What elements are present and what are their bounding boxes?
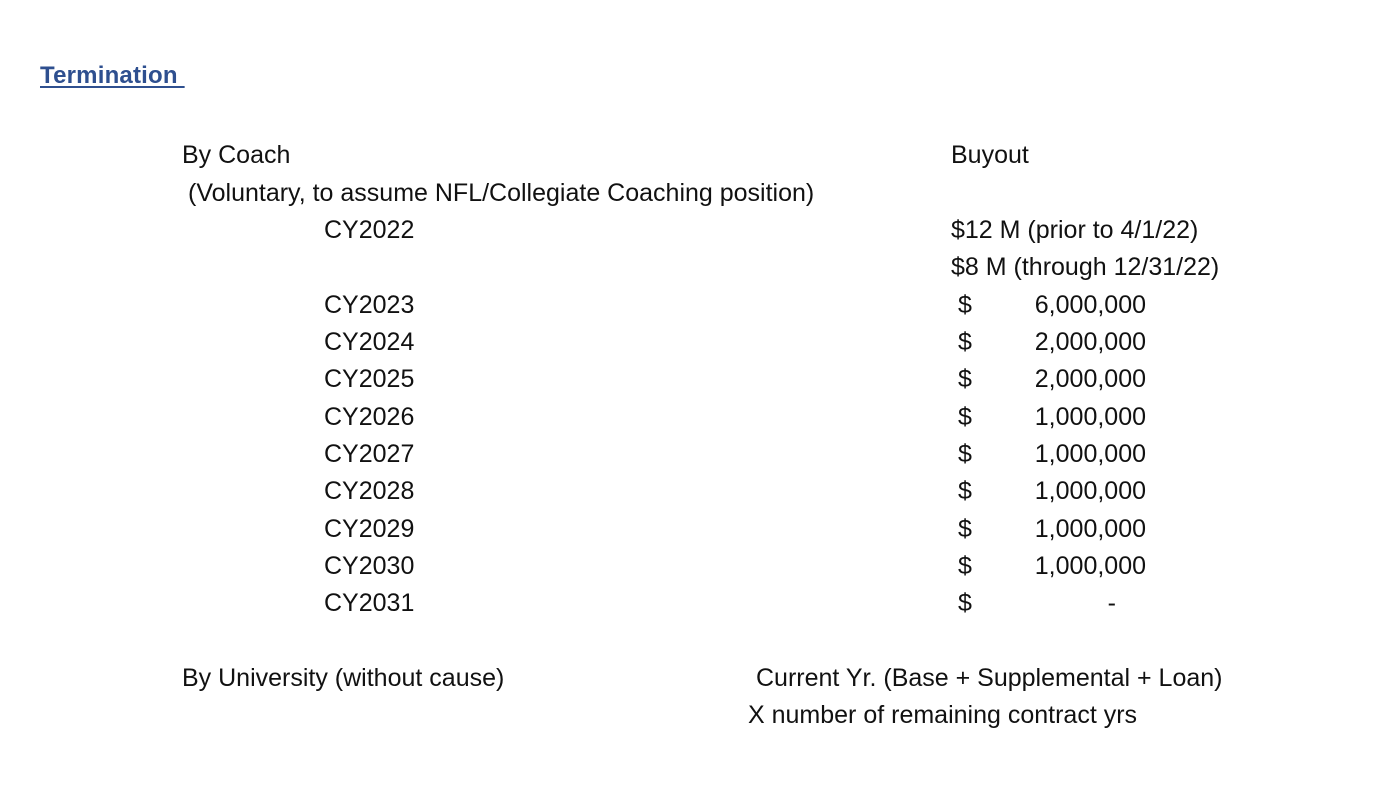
buyout-amount: 1,000,000 xyxy=(1034,403,1146,431)
year-cell: CY2026 xyxy=(324,403,415,431)
cy2022-buyout-line1: $12 M (prior to 4/1/22) xyxy=(951,216,1199,244)
currency-symbol: $ xyxy=(958,589,972,617)
buyout-amount: 1,000,000 xyxy=(1034,477,1146,505)
by-coach-label: By Coach xyxy=(182,141,291,169)
currency-symbol: $ xyxy=(958,552,972,580)
year-cy2022: CY2022 xyxy=(324,216,415,244)
buyout-amount: 2,000,000 xyxy=(1034,328,1146,356)
by-university-label: By University (without cause) xyxy=(182,664,505,692)
by-university-formula-line2: X number of remaining contract yrs xyxy=(748,701,1138,729)
buyout-amount: 1,000,000 xyxy=(1034,515,1146,543)
currency-symbol: $ xyxy=(958,440,972,468)
currency-symbol: $ xyxy=(958,477,972,505)
currency-symbol: $ xyxy=(958,403,972,431)
currency-symbol: $ xyxy=(958,365,972,393)
year-cell: CY2025 xyxy=(324,365,415,393)
year-cell: CY2031 xyxy=(324,589,415,617)
currency-symbol: $ xyxy=(958,515,972,543)
buyout-amount: 1,000,000 xyxy=(1034,440,1146,468)
buyout-amount: 1,000,000 xyxy=(1034,552,1146,580)
termination-title: Termination xyxy=(40,62,185,89)
by-coach-condition: (Voluntary, to assume NFL/Collegiate Coaching position) xyxy=(188,179,815,207)
cy2022-buyout-line2: $8 M (through 12/31/22) xyxy=(951,253,1220,281)
currency-symbol: $ xyxy=(958,291,972,319)
year-cell: CY2024 xyxy=(324,328,415,356)
currency-symbol: $ xyxy=(958,328,972,356)
year-cell: CY2030 xyxy=(324,552,415,580)
buyout-amount: 2,000,000 xyxy=(1034,365,1146,393)
buyout-amount: 6,000,000 xyxy=(1034,291,1146,319)
year-cell: CY2027 xyxy=(324,440,415,468)
year-cell: CY2029 xyxy=(324,515,415,543)
year-cell: CY2023 xyxy=(324,291,415,319)
buyout-amount: - xyxy=(1107,589,1116,617)
buyout-header: Buyout xyxy=(951,141,1029,169)
year-cell: CY2028 xyxy=(324,477,415,505)
by-university-formula-line1: Current Yr. (Base + Supplemental + Loan) xyxy=(756,664,1223,692)
